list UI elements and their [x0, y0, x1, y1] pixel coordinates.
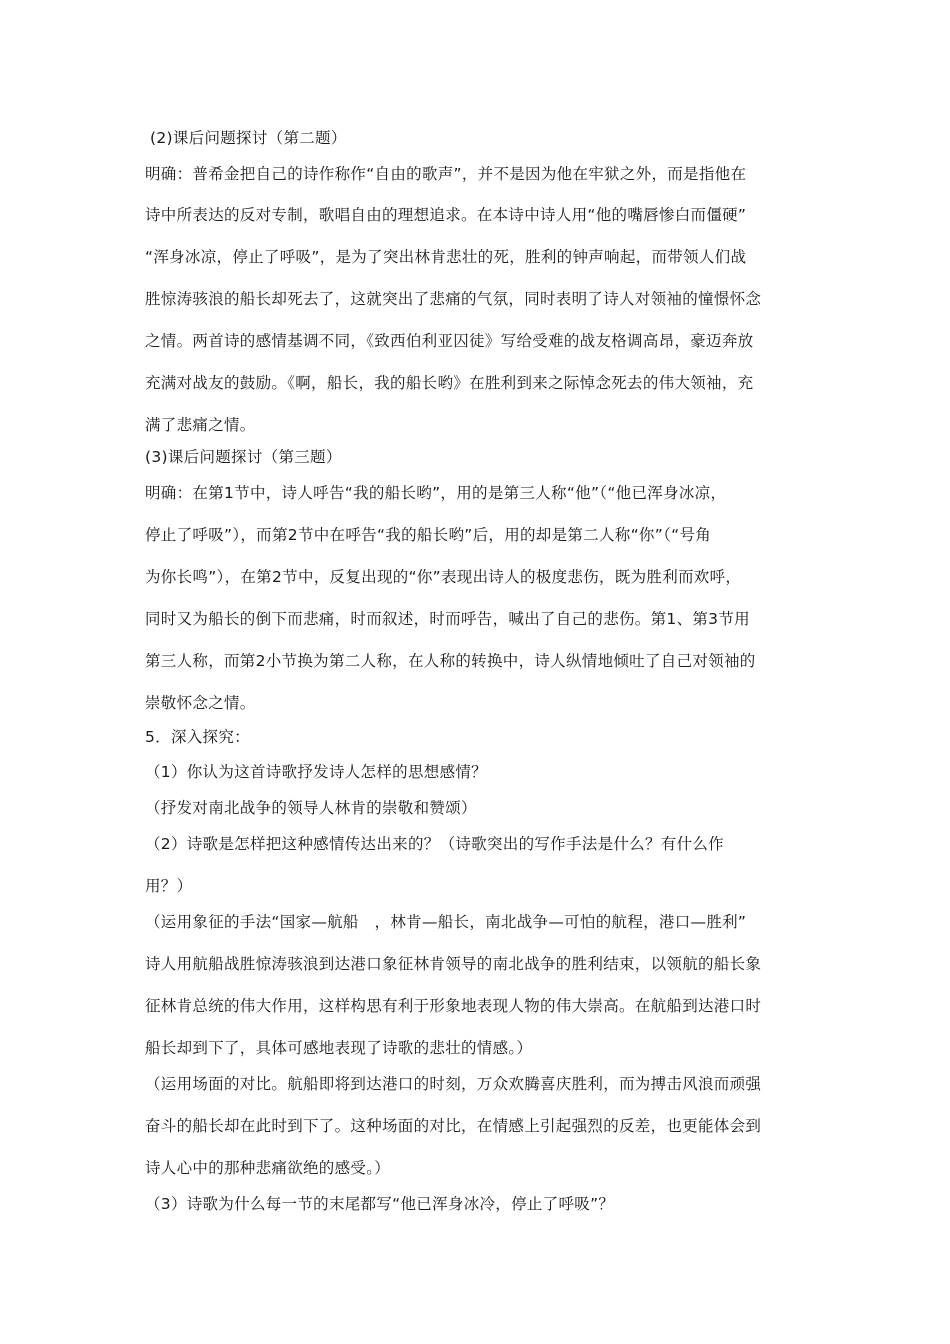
- text-line: 胜惊涛骇浪的船长却死去了，这就突出了悲痛的气氛，同时表明了诗人对领袖的憧憬怀念: [145, 290, 762, 308]
- question-line: 用？）: [145, 877, 193, 895]
- text-line: 明确：在第1节中，诗人呼告“我的船长哟”，用的是第三人称“他”（“他已浑身冰凉，: [145, 484, 727, 502]
- text-line: 停止了呼吸”），而第2节中在呼告“我的船长哟”后，用的却是第二人称“你”（“号角: [145, 526, 712, 544]
- question-line: （3）诗歌为什么每一节的末尾都写“他已浑身冰冷，停止了呼吸”？: [145, 1195, 615, 1213]
- answer-line: （运用象征的手法“国家—航船 ，林肯—船长，南北战争—可怕的航程，港口—胜利”: [145, 913, 747, 931]
- text-line: 诗中所表达的反对专制，歌唱自由的理想追求。在本诗中诗人用“他的嘴唇惨白而僵硬”: [145, 206, 747, 224]
- question-line: （1）你认为这首诗歌抒发诗人怎样的思想感情？: [145, 763, 487, 781]
- section-heading-2: (2)课后问题探讨（第二题）: [150, 129, 347, 147]
- text-line: “浑身冰凉，停止了呼吸”，是为了突出林肯悲壮的死，胜利的钟声响起，而带领人们战: [145, 248, 747, 266]
- question-line: （2）诗歌是怎样把这种感情传达出来的？（诗歌突出的写作手法是什么？有什么作: [145, 835, 724, 853]
- text-line: 满了悲痛之情。: [145, 416, 256, 434]
- answer-line: （抒发对南北战争的领导人林肯的崇敬和赞颂）: [145, 799, 477, 817]
- text-line: 明确：普希金把自己的诗作称作“自由的歌声”，并不是因为他在牢狱之外，而是指他在: [145, 165, 747, 183]
- text-line: 同时又为船长的倒下而悲痛，时而叙述，时而呼告，喊出了自己的悲伤。第1、第3节用: [145, 610, 750, 628]
- section-heading-5: 5．深入探究：: [145, 728, 250, 746]
- text-line: 崇敬怀念之情。: [145, 694, 256, 712]
- section-heading-3: (3)课后问题探讨（第三题）: [145, 448, 342, 466]
- text-line: 奋斗的船长却在此时到下了。这种场面的对比，在情感上引起强烈的反差，也更能体会到: [145, 1117, 762, 1135]
- text-line: 充满对战友的鼓励。《啊，船长，我的船长哟》在胜利到来之际悼念死去的伟大领袖，充: [145, 374, 754, 392]
- text-line: 诗人用航船战胜惊涛骇浪到达港口象征林肯领导的南北战争的胜利结束，以领航的船长象: [145, 955, 762, 973]
- text-line: 为你长鸣”），在第2节中，反复出现的“你”表现出诗人的极度悲伤，既为胜利而欢呼，: [145, 568, 742, 586]
- text-line: 诗人心中的那种悲痛欲绝的感受。）: [145, 1159, 391, 1177]
- answer-line: （运用场面的对比。航船即将到达港口的时刻，万众欢腾喜庆胜利，而为搏击风浪而顽强: [145, 1075, 762, 1093]
- text-line: 征林肯总统的伟大作用，这样构思有利于形象地表现人物的伟大崇高。在航船到达港口时: [145, 997, 762, 1015]
- text-line: 之情。两首诗的感情基调不同，《致西伯利亚囚徒》写给受难的战友格调高昂，豪迈奔放: [145, 332, 754, 350]
- text-line: 第三人称，而第2小节换为第二人称，在人称的转换中，诗人纵情地倾吐了自己对领袖的: [145, 652, 756, 670]
- text-line: 船长却到下了，具体可感地表现了诗歌的悲壮的情感。）: [145, 1039, 533, 1057]
